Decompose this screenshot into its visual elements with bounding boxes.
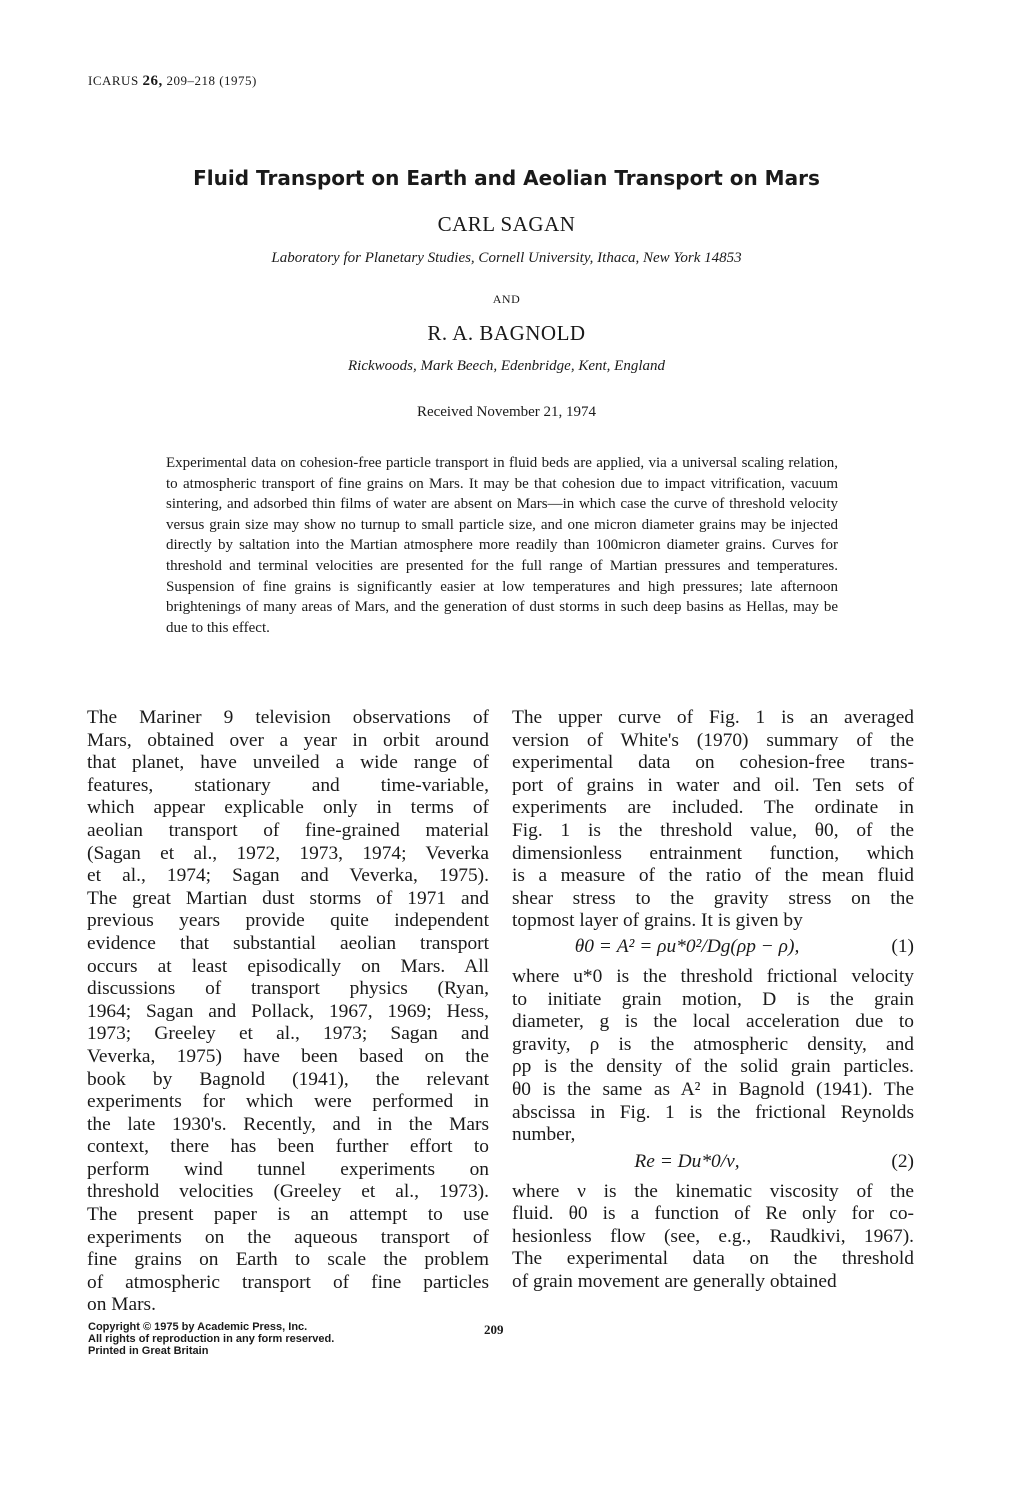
abstract: Experimental data on cohesion-free particle transport in fluid beds are applied, via a universal scaling relation, to atmospheric transport of fine grains on Mars. It may be that cohesion due to impact vitrification, vacuum sintering, and adsorbed thin films of water are absent on Mars—in which case the curve of threshold velocity versus grain size may show no turnup to small particle size, and one micron diameter grains may be injected directly by saltation into the Martian atmosphere more readily than 100micron diameter grains. Curves for threshold and terminal velocities are presented for the full range of Martian pressures and temperatures. Suspension of fine grains is significantly easier at low temperatures and high pressures; late afternoon brightenings of many areas of Mars, and the generation of dust storms in such deep basins as Hellas, may be due to this effect.	[166, 455, 838, 636]
text-line: dimensionless entrainment function, which	[512, 842, 914, 864]
author-separator: AND	[492, 292, 521, 306]
text-line: aeolian transport of fine-grained material	[87, 819, 489, 841]
paper-title: Fluid Transport on Earth and Aeolian Transport on Mars	[193, 166, 820, 190]
text-line: Veverka, 1975) have been based on the	[87, 1045, 489, 1067]
copyright-line: Copyright © 1975 by Academic Press, Inc.	[88, 1321, 308, 1333]
journal-name: ICARUS	[88, 73, 139, 88]
text-line: (Sagan et al., 1972, 1973, 1974; Veverka	[87, 842, 489, 864]
text-line: et al., 1974; Sagan and Veverka, 1975).	[87, 865, 489, 887]
text-line: version of White's (1970) summary of the	[512, 729, 914, 751]
printed-line: Printed in Great Britain	[88, 1345, 209, 1357]
text-line: of grain movement are generally obtained	[512, 1271, 837, 1293]
body-column-right	[512, 707, 914, 1294]
rights-line: All rights of reproduction in any form reserved.	[88, 1333, 335, 1345]
text-line: that planet, have unveiled a wide range of	[87, 752, 489, 774]
text-line: which appear explicable only in terms of	[87, 797, 489, 819]
body-column-left	[87, 707, 489, 1317]
journal-volume: 26,	[142, 73, 163, 89]
text-line: threshold velocities (Greeley et al., 1973).	[87, 1181, 489, 1203]
text-line: book by Bagnold (1941), the relevant	[87, 1068, 489, 1090]
text-line: gravity, ρ is the atmospheric density, and	[512, 1033, 914, 1055]
text-line: fluid. θ0 is a function of Re only for co-	[512, 1203, 914, 1225]
equation-1	[512, 936, 914, 966]
text-line: of atmospheric transport of fine particles	[87, 1271, 489, 1293]
text-line: The upper curve of Fig. 1 is an averaged	[512, 707, 914, 728]
author-affiliation-2: Rickwoods, Mark Beech, Edenbridge, Kent, England	[347, 358, 665, 374]
text-line: The great Martian dust storms of 1971 and	[87, 887, 489, 909]
page-number: 209	[484, 1322, 504, 1337]
text-line: number,	[512, 1124, 576, 1146]
text-line: The present paper is an attempt to use	[87, 1204, 489, 1226]
journal-citation	[88, 73, 257, 90]
text-line: discussions of transport physics (Ryan,	[87, 978, 489, 1000]
author-affiliation-1: Laboratory for Planetary Studies, Cornell University, Ithaca, New York 14853	[271, 250, 742, 266]
text-line: experiments for which were performed in	[87, 1091, 489, 1113]
right-column-text-c	[512, 1181, 914, 1294]
text-line: diameter, g is the local acceleration due to	[512, 1011, 914, 1033]
text-line: The experimental data on the threshold	[512, 1248, 914, 1270]
journal-pages: 209–218 (1975)	[166, 73, 257, 88]
text-line: ρp is the density of the solid grain particles.	[512, 1056, 914, 1078]
text-line: experiments on the aqueous transport of	[87, 1226, 489, 1248]
text-line: abscissa in Fig. 1 is the frictional Reynolds	[512, 1101, 914, 1123]
text-line: topmost layer of grains. It is given by	[512, 910, 803, 932]
equation-1-expression: θ0 = A² = ρu*0²/Dg(ρp − ρ),	[574, 935, 800, 957]
text-line: is a measure of the ratio of the mean fluid	[512, 865, 914, 887]
copyright-notice	[88, 1321, 334, 1357]
equation-2-expression: Re = Du*0/ν,	[634, 1150, 740, 1172]
right-column-text-a	[512, 707, 914, 933]
text-line: Fig. 1 is the threshold value, θ0, of the	[512, 819, 914, 841]
text-line: fine grains on Earth to scale the problem	[87, 1249, 489, 1271]
text-line: the late 1930's. Recently, and in the Mars	[87, 1113, 489, 1135]
text-line: The Mariner 9 television observations of	[87, 707, 489, 728]
text-line: evidence that substantial aeolian transport	[87, 932, 489, 954]
received-date: Received November 21, 1974	[416, 404, 597, 420]
text-line: features, stationary and time-variable,	[87, 774, 489, 796]
text-line: where u*0 is the threshold frictional velocity	[512, 965, 914, 987]
text-line: Mars, obtained over a year in orbit around	[87, 729, 489, 751]
text-line: to initiate grain motion, D is the grain	[512, 988, 914, 1010]
text-line: 1964; Sagan and Pollack, 1967, 1969; Hess,	[87, 1000, 489, 1022]
text-line: previous years provide quite independent	[87, 910, 489, 932]
equation-2	[512, 1151, 914, 1181]
text-line: on Mars.	[87, 1294, 156, 1316]
equation-1-number: (1)	[891, 935, 914, 957]
text-line: where ν is the kinematic viscosity of the	[512, 1180, 914, 1202]
text-line: hesionless flow (see, e.g., Raudkivi, 1967).	[512, 1225, 914, 1247]
text-line: experimental data on cohesion-free trans-	[512, 752, 914, 774]
text-line: shear stress to the gravity stress on the	[512, 887, 914, 909]
text-line: perform wind tunnel experiments on	[87, 1158, 489, 1180]
right-column-text-b	[512, 966, 914, 1147]
author-name-2: R. A. BAGNOLD	[427, 321, 586, 345]
text-line: θ0 is the same as A² in Bagnold (1941). The	[512, 1078, 914, 1100]
text-line: occurs at least episodically on Mars. All	[87, 955, 489, 977]
text-line: port of grains in water and oil. Ten sets of	[512, 774, 914, 796]
equation-2-number: (2)	[891, 1150, 914, 1172]
text-line: 1973; Greeley et al., 1973; Sagan and	[87, 1023, 489, 1045]
text-line: context, there has been further effort to	[87, 1136, 489, 1158]
text-line: experiments are included. The ordinate in	[512, 797, 914, 819]
author-name-1: CARL SAGAN	[437, 212, 576, 236]
